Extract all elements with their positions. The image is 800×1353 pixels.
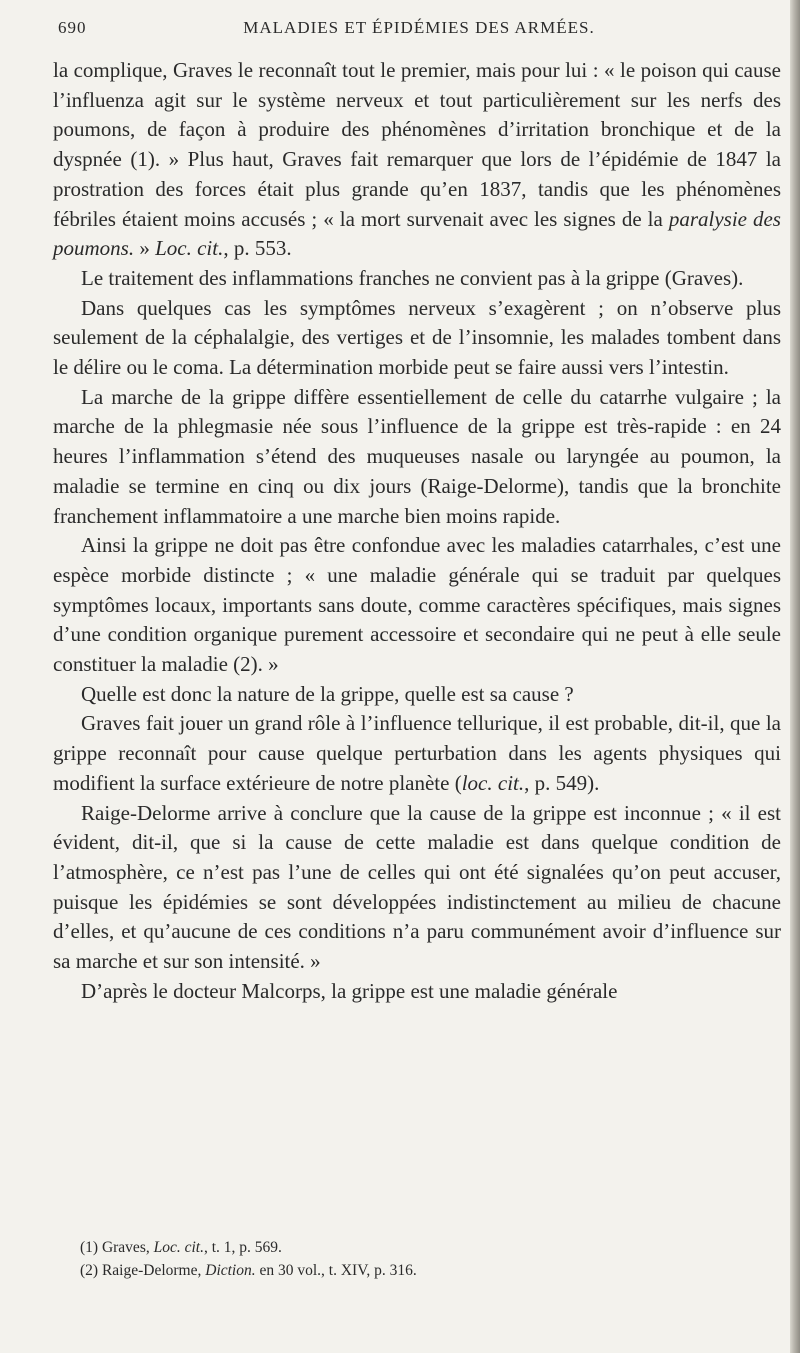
italic-text: paralysie des poumons. (53, 206, 781, 261)
text-run: La marche de la grippe diffère essentiellement de celle du catarrhe vulgaire ; la marche de la phlegmasie née sous l’influence de la grippe est très-rapide : en 24 heures l’inflammation s’étend des muqueuses nasale ou laryngée au poumon, la maladie se termine en cinq ou dix jours (Raige-Delorme), tandis que la bronchite franchement inflammatoire a une marche bien moins rapide. (53, 384, 781, 528)
running-title: MALADIES ET ÉPIDÉMIES DES ARMÉES. (243, 18, 595, 37)
text-run: Le traitement des inflammations franches ne convient pas à la grippe (Graves). (81, 265, 744, 290)
paragraph-3 (53, 294, 781, 383)
text-run: Ainsi la grippe ne doit pas être confondue avec les maladies catarrhales, c’est une espèce morbide distincte ; « une maladie générale qui se traduit par quelques symptômes locaux, importants sans doute, comme caractères spécifiques, mais signes d’une condition organique purement accessoire et secondaire qui ne peut à elle seule constituer la maladie (2). » (53, 533, 781, 677)
text-run: (2) Raige-Delorme, (80, 1262, 206, 1279)
italic-text: Loc. cit. (153, 1239, 204, 1256)
text-run: , p. 549). (524, 770, 600, 795)
text-run: » (134, 236, 156, 261)
text-run: , p. 553. (223, 236, 292, 261)
text-run: Graves fait jouer un grand rôle à l’influence tellurique, il est probable, dit-il, que la grippe reconnaît pour cause quelque perturbation dans les agents physiques qui modifient la surface extérieure de notre planète ( (53, 711, 781, 795)
paragraph-9 (53, 977, 781, 1007)
text-run: , t. 1, p. 569. (203, 1239, 282, 1256)
page-edge (790, 0, 800, 1353)
page-number: 690 (58, 18, 87, 37)
text-run: D’après le docteur Malcorps, la grippe est une maladie générale (81, 978, 618, 1003)
paragraph-5 (53, 531, 781, 680)
paragraph-1 (53, 56, 781, 264)
paragraph-7 (53, 709, 781, 798)
body-text (53, 56, 781, 1007)
footnote-1 (80, 1236, 780, 1259)
text-run: (1) Graves, (80, 1239, 154, 1256)
italic-text: Loc. cit. (155, 236, 224, 261)
footnote-2 (80, 1259, 780, 1282)
paragraph-2 (53, 264, 781, 294)
text-run: Raige-Delorme arrive à conclure que la cause de la grippe est inconnue ; « il est évident, dit-il, que si la cause de cette maladie est dans quelque condition de l’atmosphère, ce n’est pas l’une de celles qui ont été signalées qu’on peut accuser, puisque les épidémies se sont développées indistinctement au milieu de chacune d’elles, et qu’aucune de ces conditions n’a paru communément avoir d’influence sur sa marche et sur son intensité. » (53, 800, 781, 974)
footnotes (80, 1236, 780, 1282)
text-run: en 30 vol., t. XIV, p. 316. (255, 1262, 417, 1279)
text-run: la complique, Graves le reconnaît tout le premier, mais pour lui : « le poison qui cause l’influenza agit sur le système nerveux et tout particulièrement sur les nerfs des poumons, de façon à produire des phénomènes d’irritation bronchique et de la dyspnée (1). » Plus haut, Graves fait remarquer que lors de l’épidémie de 1847 la prostration des forces était plus grande qu’en 1837, tandis que les phénomènes fébriles étaient moins accusés ; « la mort survenait avec les signes de la (53, 58, 781, 231)
page-header (58, 18, 780, 46)
italic-text: Diction. (205, 1262, 256, 1279)
paragraph-6 (53, 680, 781, 710)
paragraph-4 (53, 383, 781, 532)
text-run: Dans quelques cas les symptômes nerveux s’exagèrent ; on n’observe plus seulement de la céphalalgie, des vertiges et de l’insomnie, les malades tombent dans le délire ou le coma. La détermination morbide peut se faire aussi vers l’intestin. (53, 295, 781, 380)
text-run: Quelle est donc la nature de la grippe, quelle est sa cause ? (81, 681, 574, 706)
paragraph-8 (53, 799, 781, 977)
italic-text: loc. cit. (461, 770, 525, 795)
